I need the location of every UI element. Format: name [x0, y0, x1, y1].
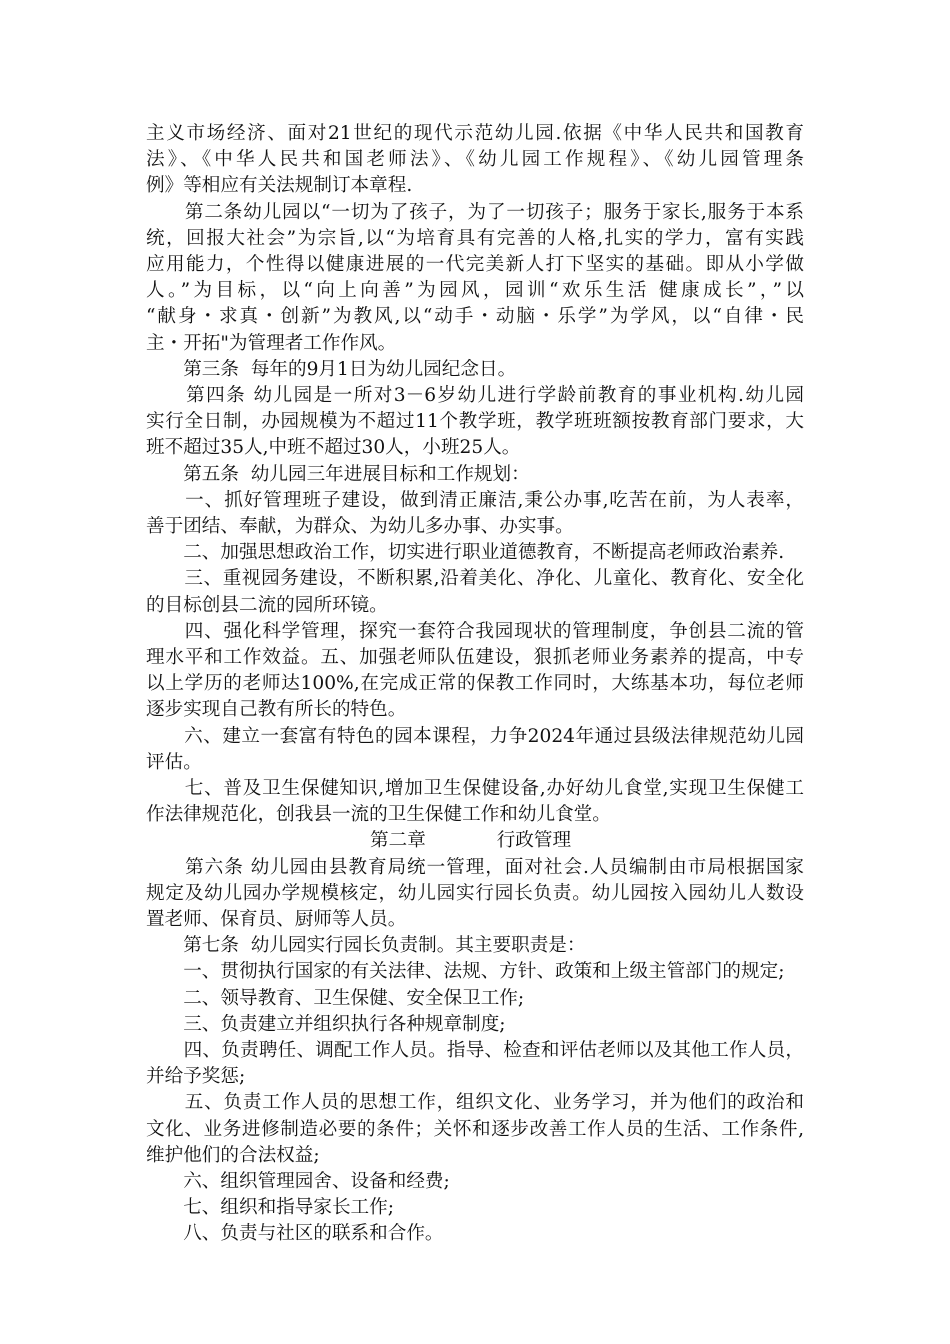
text-line: 班不超过35人,中班不超过30人，小班25人。 [146, 437, 521, 459]
text-line: 主义市场经济、面对21世纪的现代示范幼儿园.依据《中华人民共和国教育 [146, 123, 804, 144]
text-line: 人。”为目标，以“向上向善”为园风，园训“欢乐生活 健康成长”，”以 [146, 280, 804, 302]
text-line: 一、抓好管理班子建设，做到清正廉洁,秉公办事,吃苦在前，为人表率， [146, 489, 804, 511]
text-line: 法》、《中华人民共和国老师法》、《幼儿园工作规程》、《幼儿园管理条 [146, 149, 804, 171]
text-line: 评估。 [146, 751, 202, 773]
text-line: 置老师、保育员、厨师等人员。 [146, 909, 407, 930]
text-line: 统，回报大社会”为宗旨,以“为培育具有完善的人格,扎实的学力，富有实践 [146, 227, 804, 249]
text-line: 第七条 幼儿园实行园长负责制。其主要职责是： [146, 935, 586, 957]
text-line: 二、领导教育、卫生保健、安全保卫工作; [146, 987, 525, 1009]
text-line: 文化、业务进修制造必要的条件；关怀和逐步改善工作人员的生活、工作条件, [146, 1118, 804, 1140]
text-line: 六、组织管理园舍、设备和经费; [146, 1171, 450, 1192]
text-line: 八、负责与社区的联系和合作。 [146, 1223, 444, 1245]
text-line: 第二条幼儿园以“一切为了孩子，为了一切孩子；服务于家长,服务于本系 [146, 201, 804, 223]
text-line: 的目标创县二流的园所环镜。 [146, 594, 388, 616]
text-line: 四、负责聘任、调配工作人员。指导、检查和评估老师以及其他工作人员， [146, 1040, 804, 1061]
text-line: 三、重视园务建设，不断积累,沿着美化、净化、儿童化、教育化、安全化 [146, 568, 804, 590]
text-line: 规定及幼儿园办学规模核定，幼儿园实行园长负责。幼儿园按入园幼儿人数设 [146, 882, 804, 904]
text-line: 以上学历的老师达100%,在完成正常的保教工作同时，大练基本功，每位老师 [146, 673, 804, 695]
text-line: 第三条 每年的9月1日为幼儿园纪念日。 [146, 358, 517, 380]
text-line: 三、负责建立并组织执行各种规章制度; [146, 1013, 506, 1035]
text-line: 第五条 幼儿园三年进展目标和工作规划： [146, 463, 530, 485]
text-line: 逐步实现自己教有所长的特色。 [146, 699, 407, 721]
text-line: 并给予奖惩; [146, 1066, 246, 1088]
text-line: 五、负责工作人员的思想工作，组织文化、业务学习，并为他们的政治和 [146, 1092, 804, 1114]
text-line: 善于团结、奉献，为群众、为幼儿多办事、办实事。 [146, 516, 574, 537]
text-line: 六、建立一套富有特色的园本课程，力争2024年通过县级法律规范幼儿园 [146, 725, 804, 747]
text-line: 二、加强思想政治工作，切实进行职业道德教育，不断提高老师政治素养. [146, 542, 785, 564]
text-line: 实行全日制，办园规模为不超过11个教学班，教学班班额按教育部门要求，大 [146, 411, 804, 433]
text-line: 作法律规范化，创我县一流的卫生保健工作和幼儿食堂。 [146, 804, 611, 826]
text-line: 主・开拓"为管理者工作作风。 [146, 332, 397, 354]
text-line: 四、强化科学管理，探究一套符合我园现状的管理制度，争创县二流的管 [146, 620, 804, 642]
text-line: 应用能力，个性得以健康进展的一代完美新人打下坚实的基础。即从小学做 [146, 254, 804, 275]
text-line: 理水平和工作效益。五、加强老师队伍建设，狠抓老师业务素养的提高，中专 [146, 647, 804, 668]
text-line: “献身・求真・创新”为教风,以“动手・动脑・乐学”为学风，以“自律・民 [146, 306, 804, 328]
text-line: 七、组织和指导家长工作; [146, 1197, 394, 1219]
text-line: 维护他们的合法权益; [146, 1144, 320, 1166]
text-line: 第六条 幼儿园由县教育局统一管理，面对社会.人员编制由市局根据国家 [146, 856, 804, 878]
text-line: 第四条 幼儿园是一所对3－6岁幼儿进行学龄前教育的事业机构.幼儿园 [146, 385, 804, 406]
text-line: 例》等相应有关法规制订本章程. [146, 175, 413, 197]
chapter-heading: 第二章 行政管理 [370, 830, 572, 852]
text-line: 一、贯彻执行国家的有关法律、法规、方针、政策和上级主管部门的规定; [146, 961, 785, 983]
text-line: 七、普及卫生保健知识,增加卫生保健设备,办好幼儿食堂,实现卫生保健工 [146, 778, 804, 799]
